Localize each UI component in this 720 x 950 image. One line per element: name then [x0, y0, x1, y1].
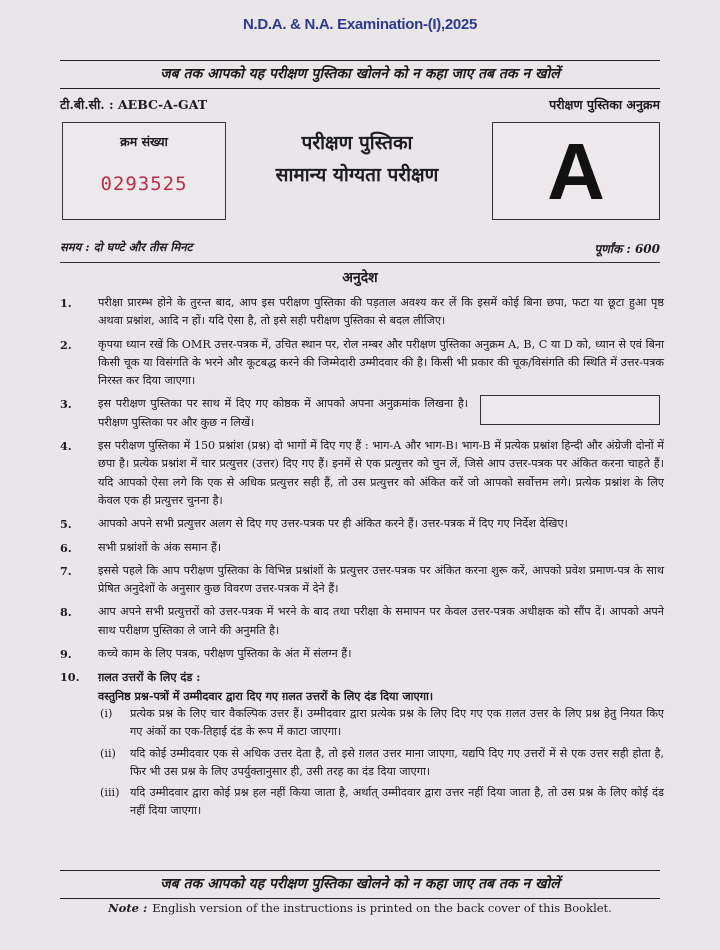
- instruction-text: कृपया ध्यान रखें कि OMR उत्तर-पत्रक में, उचित स्थान पर, रोल नम्बर और परीक्षण पुस्तिका अनुक्रम A, B, C या D को, ध्यान से एवं बिना किसी चूक या विसंगति के भरने और कूटबद्ध करने की जिम्मेदारी उम्मीदवार की है। किसी भी प्रकार की चूक/विसंगति की स्थिति में उत्तर-पत्रक निरस्त कर दिया जाएगा।: [98, 337, 664, 388]
- instructions-heading: अनुदेश: [342, 270, 378, 286]
- instruction-item: [60, 294, 664, 331]
- instruction-number: 5.: [60, 517, 72, 532]
- instruction-item: [60, 515, 664, 533]
- serial-number-box: [62, 122, 226, 220]
- instruction-text: ग़लत उत्तरों के लिए दंड :: [98, 670, 201, 685]
- instruction-item: [60, 668, 664, 686]
- penalty-intro: वस्तुनिष्ठ प्रश्न-पत्रों में उम्मीदवार द्वारा दिए गए ग़लत उत्तरों के लिए दंड दिया जाएगा।: [98, 688, 434, 703]
- serial-label: क्रम संख्या: [120, 134, 168, 149]
- penalty-number: (iii): [100, 786, 120, 800]
- instruction-number: 4.: [60, 439, 72, 454]
- penalty-text: यदि कोई उम्मीदवार एक से अधिक उत्तर देता है, तो इसे ग़लत उत्तर माना जाएगा, यद्यपि दिए गए उत्तरों में से एक उत्तर सही होता है, फिर भी उस प्रश्न के लिए उपर्युक्तानुसार ही, उसी तरह का दंड दिया जाएगा।: [130, 746, 664, 778]
- series-letter-box: [492, 122, 660, 220]
- instruction-text: सभी प्रश्नांशों के अंक समान हैं।: [98, 540, 222, 554]
- penalty-text: प्रत्येक प्रश्न के लिए चार वैकल्पिक उत्तर हैं। उम्मीदवार द्वारा प्रत्येक प्रश्न के लिए दिए गए एक ग़लत उत्तर के लिए प्रश्न हेतु नियत किए गए अंकों का एक-तिहाई दंड के रूप में काटा जाएगा।: [130, 706, 664, 739]
- series-label: परीक्षण पुस्तिका अनुक्रम: [549, 97, 660, 112]
- instruction-item: [60, 336, 664, 391]
- instruction-number: 7.: [60, 563, 72, 578]
- instruction-number: 9.: [60, 647, 72, 662]
- penalty-number: (i): [100, 706, 113, 720]
- penalty-point: [60, 705, 664, 742]
- instruction-item: [60, 603, 664, 640]
- instruction-number: 3.: [60, 397, 72, 412]
- top-warning-banner: जब तक आपको यह परीक्षण पुस्तिका खोलने को न कहा जाए तब तक न खोलें: [60, 60, 660, 89]
- instruction-text: परीक्षा प्रारम्भ होने के तुरन्त बाद, आप इस परीक्षण पुस्तिका की पड़ताल अवश्य कर लें कि इसमें कोई बिना छपा, फटा या छूटा हुआ पृष्ठ अथवा प्रश्नांश, आदि न हों। यदि ऐसा है, तो इसे सही परीक्षण पुस्तिका से बदल लीजिए।: [98, 296, 664, 328]
- instruction-text: आपको अपने सभी प्रत्युत्तर अलग से दिए गए उत्तर-पत्रक पर ही अंकित करने हैं। उत्तर-पत्रक में दिए गए निर्देश देखिए।: [98, 517, 568, 531]
- instruction-item: [60, 437, 664, 510]
- instruction-text: आप अपने सभी प्रत्युत्तरों को उत्तर-पत्रक में भरने के बाद तथा परीक्षा के समापन पर केवल उत्तर-पत्रक अधीक्षक को सौंप दें। आपको अपने साथ परीक्षण पुस्तिका ले जाने की अनुमति है।: [98, 605, 664, 637]
- instruction-item: [60, 395, 664, 432]
- time-allowed: समय : दो घण्टे और तीस मिनट: [60, 240, 193, 254]
- max-marks: पूर्णांक : 600: [594, 242, 660, 256]
- instruction-text: इस परीक्षण पुस्तिका में 150 प्रश्नांश (प्रश्न) दो भागों में दिए गए हैं : भाग-A और भाग-B। भाग-B में प्रत्येक प्रश्नांश हिन्दी और अंग्रेजी दोनों में छपा है। प्रत्येक प्रश्नांश में चार प्रत्युत्तर (उत्तर) दिए गए हैं। इनमें से एक प्रत्युत्तर को चुन लें, जिसे आप उत्तर-पत्रक पर अंकित करना चाहते हैं। यदि आपको ऐसा लगे कि एक से अधिक प्रत्युत्तर सही हैं, तो उस प्रत्युत्तर को अंकित करें जो आपको सर्वोत्तम लगे। प्रत्येक प्रश्नांश के लिए केवल एक ही प्रत्युत्तर चुनना है।: [98, 439, 664, 507]
- instruction-text: कच्चे काम के लिए पत्रक, परीक्षण पुस्तिका के अंत में संलग्न हैं।: [98, 647, 352, 661]
- booklet-code: टी.बी.सी. : AEBC-A-GAT: [60, 97, 208, 112]
- instruction-number: 6.: [60, 540, 72, 555]
- footer-note: [0, 901, 720, 915]
- booklet-title: [232, 128, 482, 192]
- instruction-text: इस परीक्षण पुस्तिका पर साथ में दिए गए कोष्ठक में आपको अपना अनुक्रमांक लिखना है। परीक्षण पुस्तिका पर और कुछ न लिखें।: [98, 397, 468, 429]
- penalty-point: [60, 784, 664, 821]
- instruction-item: [60, 645, 664, 663]
- instruction-number: 1.: [60, 296, 72, 310]
- serial-number: 0293525: [100, 173, 188, 195]
- instruction-text: इससे पहले कि आप परीक्षण पुस्तिका के विभिन्न प्रश्नांशों के प्रत्युत्तर उत्तर-पत्रक पर अंकित करना शुरू करें, आपको प्रवेश प्रमाण-पत्र के साथ प्रेषित अनुदेशों के अनुसार कुछ विवरण उत्तर-पत्रक में देने हैं।: [98, 563, 664, 596]
- penalty-number: (ii): [100, 746, 116, 760]
- instruction-number: 2.: [60, 337, 72, 352]
- instruction-item: [60, 562, 664, 599]
- instruction-item: [60, 539, 664, 557]
- instruction-number: 8.: [60, 605, 72, 620]
- bottom-warning-banner: जब तक आपको यह परीक्षण पुस्तिका खोलने को न कहा जाए तब तक न खोलें: [60, 870, 660, 899]
- instructions-list: [60, 294, 664, 824]
- exam-header: N.D.A. & N.A. Examination-(I),2025: [242, 16, 477, 33]
- meta-row: [60, 240, 660, 263]
- instruction-number: 10.: [60, 670, 80, 685]
- roll-number-box[interactable]: [480, 395, 660, 425]
- note-label: Note :: [108, 901, 148, 915]
- title-line-2: सामान्य योग्यता परीक्षण: [275, 164, 439, 186]
- penalty-point: [60, 745, 664, 782]
- note-text: English version of the instructions is printed on the back cover of this Booklet.: [152, 901, 612, 915]
- penalty-text: यदि उम्मीदवार द्वारा कोई प्रश्न हल नहीं किया जाता है, अर्थात् उम्मीदवार द्वारा उत्तर नहीं दिया जाता है, तो उस प्रश्न के लिए कोई दंड नहीं दिया जाएगा।: [130, 786, 664, 818]
- title-line-1: परीक्षण पुस्तिका: [301, 132, 413, 154]
- series-letter: A: [547, 127, 605, 216]
